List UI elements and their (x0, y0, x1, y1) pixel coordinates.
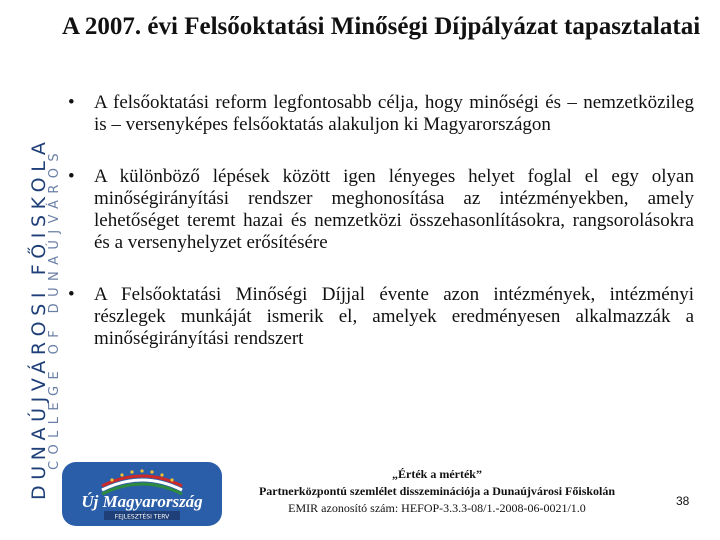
college-side-logo (0, 0, 62, 540)
bullet-list (68, 92, 694, 380)
bullet-symbol: • (68, 92, 75, 113)
footer-motto: „Érték a mérték” (392, 467, 482, 481)
slide-title: A 2007. évi Felsőoktatási Minőségi Díjpályázat tapasztalatai (62, 13, 701, 40)
logo-sub-text: FEJLESZTÉSI TERV (114, 513, 170, 521)
bullet-symbol: • (68, 166, 75, 187)
bullet-symbol: • (68, 284, 75, 305)
bullet-text: A különböző lépések között igen lényeges helyet foglal el egy olyan minőségirányítási rendszer meghonosítása az intézményekben, amely lehetőséget teremt hazai és nemzetközi összehasonlításokra, rangsorolásokra és a versenyhelyzet erősítésére (94, 166, 694, 253)
bullet-item (68, 166, 694, 254)
footer-project-id: EMIR azonosító szám: HEFOP-3.3.3-08/1.-2008-06-0021/1.0 (288, 501, 586, 515)
bullet-text: A Felsőoktatási Minőségi Díjjal évente azon intézmények, intézményi részlegek munkáját ismerik el, amelyek eredményesen alkalmazzák a minőségirányítási rendszert (94, 284, 694, 349)
college-name-english: COLLEGE OF DUNAÚJVÁROS (47, 146, 62, 470)
college-name-hungarian: DUNAÚJVÁROSI FŐISKOLA (28, 136, 50, 500)
bullet-item (68, 92, 694, 136)
footer-project-title: Partnerközpontú szemlélet disszeminációja a Dunaújvárosi Főiskolán (258, 484, 616, 498)
uj-magyarorszag-logo (62, 462, 222, 526)
footer-project-info (222, 466, 652, 517)
logo-main-text: Új Magyarország (81, 492, 203, 511)
bullet-item (68, 284, 694, 350)
bullet-text: A felsőoktatási reform legfontosabb célja, hogy minőségi és – nemzetközileg is – versenyképes felsőoktatás alakuljon ki Magyarországon (94, 92, 694, 135)
page-number: 38 (676, 494, 690, 508)
